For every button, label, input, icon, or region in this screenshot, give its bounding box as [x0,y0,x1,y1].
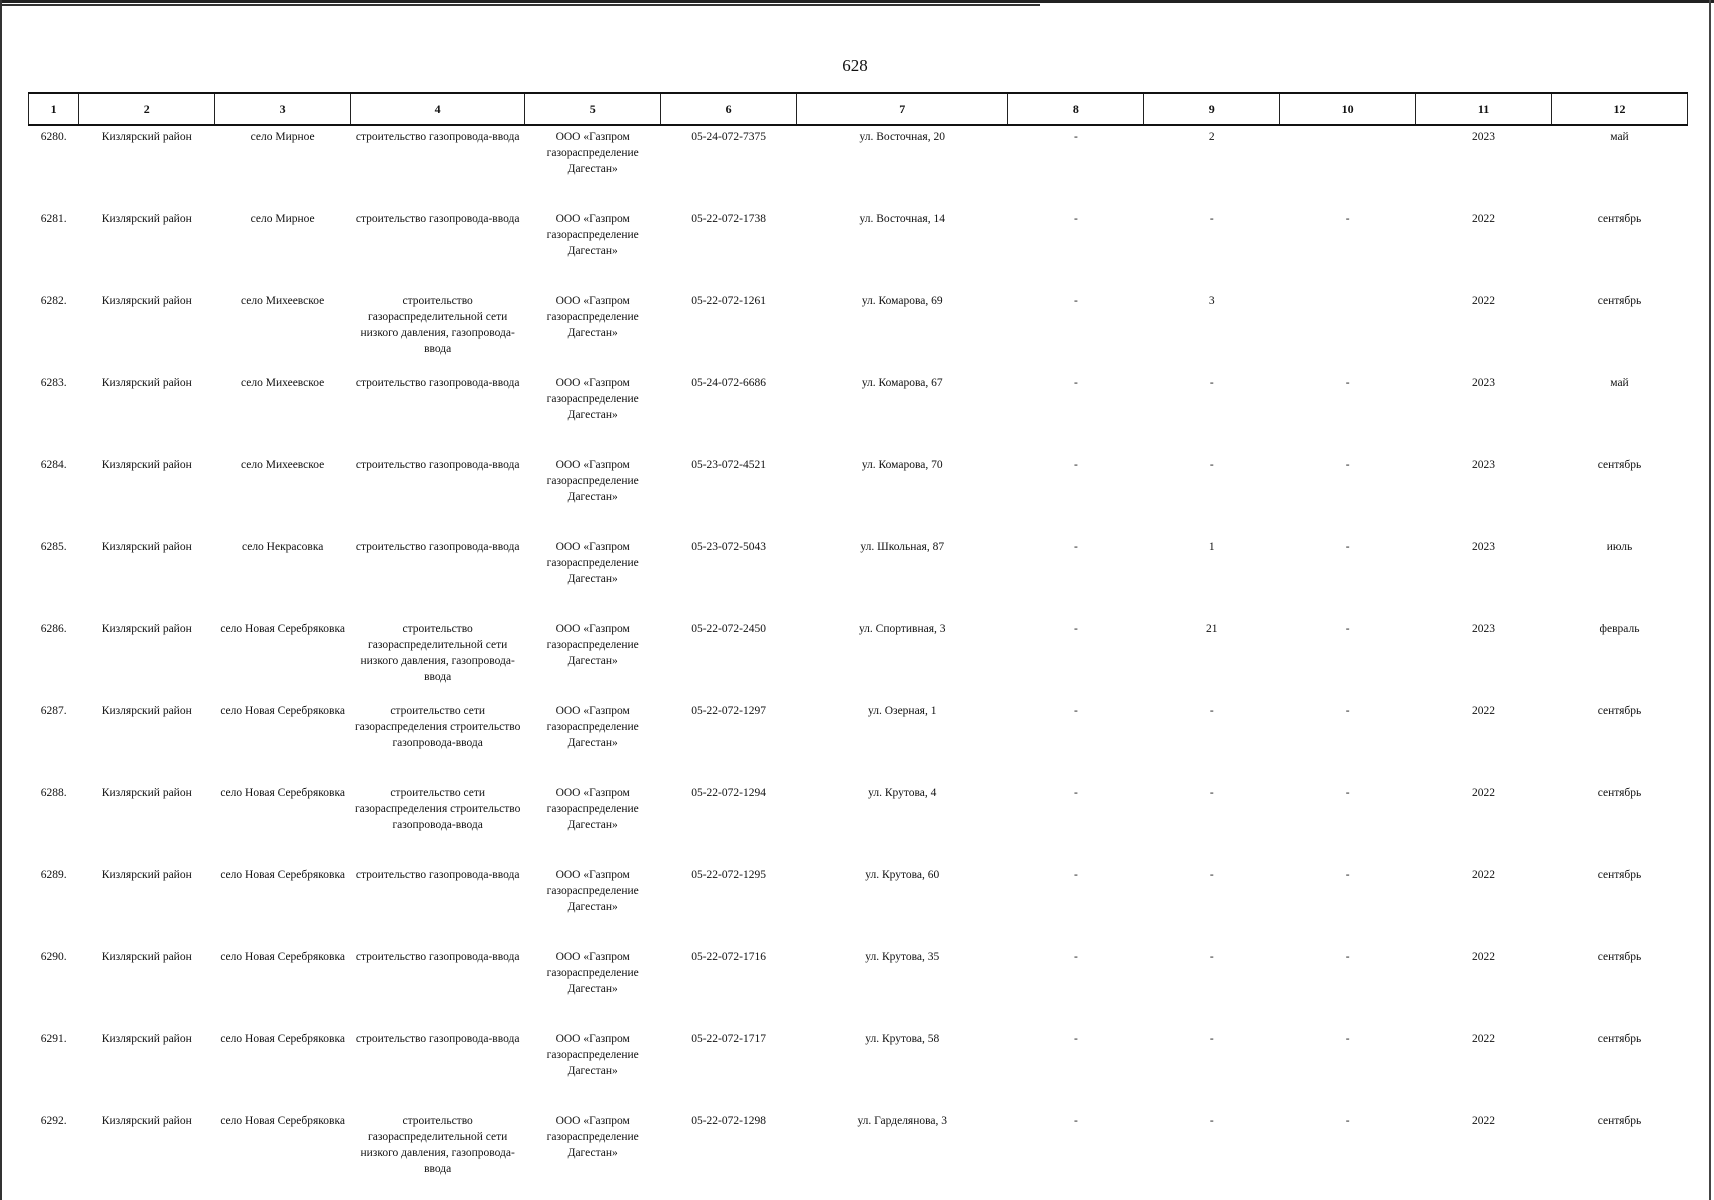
work-type-cell: строительство газопровода-ввода [355,951,520,963]
month-cell: сентябрь [1597,1115,1642,1127]
settlement-cell: село Новая Серебряковка [220,623,345,635]
column-header: 1 [29,93,79,125]
month-cell: сентябрь [1597,705,1642,717]
col-8-value-cell: - [1073,787,1078,799]
col-10-value-cell: - [1345,459,1350,471]
work-type-cell: строительство газопровода-ввода [355,131,520,143]
table-row [29,454,1688,536]
registration-number-cell: 05-22-072-1295 [691,869,766,881]
row-number-cell: 6289. [40,869,67,881]
month-cell: сентябрь [1597,1033,1642,1045]
page-left-border [0,0,2,1200]
row-number-cell: 6288. [40,787,67,799]
address-cell: ул. Гарделянова, 3 [857,1115,948,1127]
col-10-value-cell: - [1345,1033,1350,1045]
year-cell: 2023 [1472,131,1496,143]
col-8-value-cell: - [1073,541,1078,553]
year-cell: 2023 [1472,623,1496,635]
row-number-cell: 6286. [40,623,67,635]
month-cell: сентябрь [1597,459,1642,471]
col-8-value-cell: - [1073,951,1078,963]
district-cell: Кизлярский район [101,131,192,143]
registration-number-cell: 05-24-072-6686 [691,377,766,389]
district-cell: Кизлярский район [101,623,192,635]
column-header: 8 [1008,93,1144,125]
column-header: 10 [1280,93,1416,125]
settlement-cell: село Новая Серебряковка [220,1033,345,1045]
organization-cell: ООО «Газпром газораспределение Дагестан» [546,459,639,503]
month-cell: сентябрь [1597,295,1642,307]
column-header: 11 [1416,93,1552,125]
registration-number-cell: 05-22-072-1298 [691,1115,766,1127]
col-10-value-cell: - [1345,951,1350,963]
work-type-cell: строительство газораспределительной сети низкого давления, газопровода-ввода [360,1115,515,1175]
work-type-cell: строительство газопровода-ввода [355,869,520,881]
col-8-value-cell: - [1073,295,1078,307]
col-8-value-cell: - [1073,213,1078,225]
settlement-cell: село Новая Серебряковка [220,705,345,717]
col-8-value-cell: - [1073,377,1078,389]
col-9-value-cell: - [1209,787,1214,799]
row-number-cell: 6281. [40,213,67,225]
settlement-cell: село Некрасовка [241,541,324,553]
organization-cell: ООО «Газпром газораспределение Дагестан» [546,1033,639,1077]
district-cell: Кизлярский район [101,295,192,307]
district-cell: Кизлярский район [101,705,192,717]
address-cell: ул. Комарова, 69 [861,295,943,307]
work-type-cell: строительство сети газораспределения строительство газопровода-ввода [354,787,521,831]
district-cell: Кизлярский район [101,869,192,881]
registration-number-cell: 05-22-072-1716 [691,951,766,963]
registration-number-cell: 05-22-072-1294 [691,787,766,799]
col-8-value-cell: - [1073,869,1078,881]
organization-cell: ООО «Газпром газораспределение Дагестан» [546,705,639,749]
col-8-value-cell: - [1073,705,1078,717]
table-row [29,372,1688,454]
row-number-cell: 6291. [40,1033,67,1045]
registration-number-cell: 05-24-072-7375 [691,131,766,143]
settlement-cell: село Мирное [250,213,315,225]
work-type-cell: строительство газопровода-ввода [355,459,520,471]
col-9-value-cell: - [1209,869,1214,881]
col-10-value-cell: - [1345,787,1350,799]
year-cell: 2022 [1472,705,1496,717]
row-number-cell: 6284. [40,459,67,471]
col-9-value-cell: - [1209,1115,1214,1127]
month-cell: февраль [1599,623,1640,635]
settlement-cell: село Михеевское [241,377,325,389]
registration-number-cell: 05-22-072-1297 [691,705,766,717]
row-number-cell: 6290. [40,951,67,963]
work-type-cell: строительство газопровода-ввода [355,377,520,389]
page-number: 628 [842,56,868,75]
col-9-value-cell: 2 [1208,131,1215,143]
column-header: 2 [79,93,215,125]
organization-cell: ООО «Газпром газораспределение Дагестан» [546,213,639,257]
district-cell: Кизлярский район [101,787,192,799]
registration-number-cell: 05-22-072-2450 [691,623,766,635]
table-row [29,536,1688,618]
month-cell: июль [1606,541,1633,553]
address-cell: ул. Комарова, 70 [861,459,943,471]
col-10-value-cell [1280,290,1416,372]
work-type-cell: строительство газораспределительной сети низкого давления, газопровода-ввода [360,623,515,683]
year-cell: 2022 [1472,295,1496,307]
address-cell: ул. Крутова, 4 [868,787,937,799]
settlement-cell: село Новая Серебряковка [220,787,345,799]
col-10-value-cell: - [1345,705,1350,717]
settlement-cell: село Михеевское [241,459,325,471]
address-cell: ул. Озерная, 1 [867,705,937,717]
district-cell: Кизлярский район [101,1033,192,1045]
col-8-value-cell: - [1073,131,1078,143]
address-cell: ул. Крутова, 35 [865,951,940,963]
month-cell: май [1610,131,1629,143]
work-type-cell: строительство газопровода-ввода [355,541,520,553]
month-cell: май [1610,377,1629,389]
column-header: 3 [215,93,351,125]
year-cell: 2023 [1472,541,1496,553]
table-row [29,125,1688,208]
district-cell: Кизлярский район [101,377,192,389]
year-cell: 2022 [1472,1033,1496,1045]
row-number-cell: 6282. [40,295,67,307]
register-body [29,125,1688,1192]
table-row [29,208,1688,290]
page-right-border [1709,0,1711,1200]
registration-number-cell: 05-23-072-4521 [691,459,766,471]
month-cell: сентябрь [1597,213,1642,225]
registration-number-cell: 05-22-072-1717 [691,1033,766,1045]
work-type-cell: строительство газораспределительной сети низкого давления, газопровода-ввода [360,295,515,355]
page-top-border-secondary [0,4,1040,6]
year-cell: 2022 [1472,213,1496,225]
column-number-header-row [29,93,1688,125]
settlement-cell: село Новая Серебряковка [220,1115,345,1127]
settlement-cell: село Новая Серебряковка [220,951,345,963]
registration-number-cell: 05-23-072-5043 [691,541,766,553]
col-8-value-cell: - [1073,1115,1078,1127]
district-cell: Кизлярский район [101,951,192,963]
organization-cell: ООО «Газпром газораспределение Дагестан» [546,1115,639,1159]
year-cell: 2023 [1472,377,1496,389]
col-9-value-cell: 21 [1206,623,1218,635]
organization-cell: ООО «Газпром газораспределение Дагестан» [546,377,639,421]
district-cell: Кизлярский район [101,213,192,225]
col-9-value-cell: 1 [1208,541,1215,553]
column-header: 7 [797,93,1008,125]
address-cell: ул. Крутова, 58 [865,1033,940,1045]
table-row [29,864,1688,946]
organization-cell: ООО «Газпром газораспределение Дагестан» [546,951,639,995]
column-header: 9 [1144,93,1280,125]
col-9-value-cell: - [1209,213,1214,225]
col-10-value-cell: - [1345,869,1350,881]
month-cell: сентябрь [1597,951,1642,963]
row-number-cell: 6285. [40,541,67,553]
table-row [29,1028,1688,1110]
col-9-value-cell: - [1209,951,1214,963]
month-cell: сентябрь [1597,787,1642,799]
col-10-value-cell: - [1345,1115,1350,1127]
column-header: 4 [351,93,525,125]
col-10-value-cell [1280,125,1416,208]
col-10-value-cell: - [1345,213,1350,225]
settlement-cell: село Новая Серебряковка [220,869,345,881]
column-header: 6 [661,93,797,125]
address-cell: ул. Спортивная, 3 [858,623,946,635]
table-row [29,618,1688,700]
address-cell: ул. Восточная, 14 [859,213,945,225]
organization-cell: ООО «Газпром газораспределение Дагестан» [546,869,639,913]
page-top-border [0,0,1714,3]
registration-number-cell: 05-22-072-1261 [691,295,766,307]
table-row [29,782,1688,864]
col-9-value-cell: 3 [1208,295,1215,307]
year-cell: 2023 [1472,459,1496,471]
row-number-cell: 6283. [40,377,67,389]
district-cell: Кизлярский район [101,1115,192,1127]
organization-cell: ООО «Газпром газораспределение Дагестан» [546,787,639,831]
row-number-cell: 6287. [40,705,67,717]
address-cell: ул. Школьная, 87 [860,541,945,553]
row-number-cell: 6280. [40,131,67,143]
work-type-cell: строительство газопровода-ввода [355,1033,520,1045]
col-8-value-cell: - [1073,1033,1078,1045]
table-row [29,946,1688,1028]
column-header: 5 [525,93,661,125]
registration-number-cell: 05-22-072-1738 [691,213,766,225]
organization-cell: ООО «Газпром газораспределение Дагестан» [546,541,639,585]
table-row [29,290,1688,372]
organization-cell: ООО «Газпром газораспределение Дагестан» [546,131,639,175]
work-type-cell: строительство сети газораспределения строительство газопровода-ввода [354,705,521,749]
row-number-cell: 6292. [40,1115,67,1127]
district-cell: Кизлярский район [101,541,192,553]
gas-connection-register-table [28,92,1688,1192]
settlement-cell: село Мирное [250,131,315,143]
col-10-value-cell: - [1345,623,1350,635]
work-type-cell: строительство газопровода-ввода [355,213,520,225]
address-cell: ул. Восточная, 20 [859,131,945,143]
organization-cell: ООО «Газпром газораспределение Дагестан» [546,295,639,339]
address-cell: ул. Комарова, 67 [861,377,943,389]
address-cell: ул. Крутова, 60 [865,869,940,881]
year-cell: 2022 [1472,787,1496,799]
col-10-value-cell: - [1345,541,1350,553]
col-8-value-cell: - [1073,459,1078,471]
col-9-value-cell: - [1209,1033,1214,1045]
col-10-value-cell: - [1345,377,1350,389]
organization-cell: ООО «Газпром газораспределение Дагестан» [546,623,639,667]
year-cell: 2022 [1472,1115,1496,1127]
month-cell: сентябрь [1597,869,1642,881]
table-row [29,1110,1688,1192]
column-header: 12 [1551,93,1687,125]
year-cell: 2022 [1472,951,1496,963]
district-cell: Кизлярский район [101,459,192,471]
col-9-value-cell: - [1209,377,1214,389]
table-row [29,700,1688,782]
col-8-value-cell: - [1073,623,1078,635]
col-9-value-cell: - [1209,705,1214,717]
settlement-cell: село Михеевское [241,295,325,307]
col-9-value-cell: - [1209,459,1214,471]
year-cell: 2022 [1472,869,1496,881]
